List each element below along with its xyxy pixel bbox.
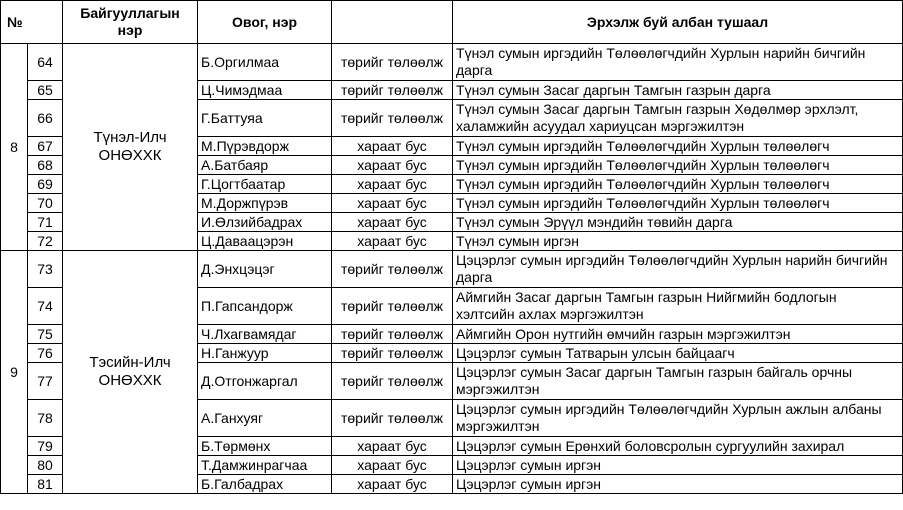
status-cell: хараат бус <box>332 194 453 213</box>
row-number-cell: 68 <box>28 156 63 175</box>
name-cell: Ц.Чимэдмаа <box>198 81 332 100</box>
status-cell: хараат бус <box>332 213 453 232</box>
header-name: Овог, нэр <box>198 1 332 44</box>
row-number-cell: 71 <box>28 213 63 232</box>
status-cell: төрийг төлөөлж <box>332 44 453 81</box>
name-cell: А.Ганхуяг <box>198 400 332 437</box>
name-cell: Н.Ганжуур <box>198 344 332 363</box>
group-number-cell: 8 <box>1 44 28 251</box>
position-cell: Цэцэрлэг сумын Засаг даргын Тамгын газрын байгаль орчны мэргэжилтэн <box>453 363 903 400</box>
row-number-cell: 74 <box>28 288 63 325</box>
position-cell: Түнэл сумын иргэдийн Төлөөлөгчдийн Хурлын нарийн бичгийн дарга <box>453 44 903 81</box>
status-cell: хараат бус <box>332 232 453 251</box>
position-cell: Түнэл сумын иргэдийн Төлөөлөгчдийн Хурлын төлөөлөгч <box>453 137 903 156</box>
row-number-cell: 81 <box>28 475 63 494</box>
row-number-cell: 77 <box>28 363 63 400</box>
position-cell: Цэцэрлэг сумын Татварын улсын байцаагч <box>453 344 903 363</box>
header-organization: Байгууллагын нэр <box>63 1 198 44</box>
status-cell: хараат бус <box>332 175 453 194</box>
status-cell: төрийг төлөөлж <box>332 363 453 400</box>
header-number: № <box>1 1 63 44</box>
organization-cell: Түнэл-Илч ОНӨХХК <box>63 44 198 251</box>
status-cell: хараат бус <box>332 437 453 456</box>
status-cell: төрийг төлөөлж <box>332 81 453 100</box>
name-cell: Г.Цогтбаатар <box>198 175 332 194</box>
name-cell: Б.Оргилмаа <box>198 44 332 81</box>
name-cell: П.Гапсандорж <box>198 288 332 325</box>
position-cell: Цэцэрлэг сумын иргэн <box>453 456 903 475</box>
position-cell: Цэцэрлэг сумын иргэдийн Төлөөлөгчдийн Хурлын ажлын албаны мэргэжилтэн <box>453 400 903 437</box>
position-cell: Түнэл сумын Засаг даргын Тамгын газрын Хөдөлмөр эрхлэлт, халамжийн асуудал хариуцсан мэргэжилтэн <box>453 100 903 137</box>
position-cell: Түнэл сумын иргэн <box>453 232 903 251</box>
name-cell: Ч.Лхагвамядаг <box>198 325 332 344</box>
name-cell: М.Пүрэвдорж <box>198 137 332 156</box>
name-cell: Т.Дамжинрагчаа <box>198 456 332 475</box>
organization-cell: Тэсийн-Илч ОНӨХХК <box>63 251 198 494</box>
header-row <box>1 1 903 44</box>
row-number-cell: 70 <box>28 194 63 213</box>
position-cell: Түнэл сумын иргэдийн Төлөөлөгчдийн Хурлын төлөөлөгч <box>453 156 903 175</box>
status-cell: хараат бус <box>332 156 453 175</box>
row-number-cell: 78 <box>28 400 63 437</box>
header-position: Эрхэлж буй албан тушаал <box>453 1 903 44</box>
status-cell: төрийг төлөөлж <box>332 400 453 437</box>
position-cell: Түнэл сумын иргэдийн Төлөөлөгчдийн Хурлын төлөөлөгч <box>453 194 903 213</box>
status-cell: хараат бус <box>332 137 453 156</box>
status-cell: төрийг төлөөлж <box>332 251 453 288</box>
position-cell: Түнэл сумын Эрүүл мэндийн төвийн дарга <box>453 213 903 232</box>
position-cell: Цэцэрлэг сумын иргэдийн Төлөөлөгчдийн Хурлын нарийн бичгийн дарга <box>453 251 903 288</box>
name-cell: М.Доржпүрэв <box>198 194 332 213</box>
position-cell: Түнэл сумын иргэдийн Төлөөлөгчдийн Хурлын төлөөлөгч <box>453 175 903 194</box>
row-number-cell: 67 <box>28 137 63 156</box>
row-number-cell: 80 <box>28 456 63 475</box>
name-cell: Б.Төрмөнх <box>198 437 332 456</box>
name-cell: А.Батбаяр <box>198 156 332 175</box>
row-number-cell: 76 <box>28 344 63 363</box>
position-cell: Аймгийн Засаг даргын Тамгын газрын Нийгмийн бодлогын хэлтсийн ахлах мэргэжилтэн <box>453 288 903 325</box>
row-number-cell: 72 <box>28 232 63 251</box>
row-number-cell: 73 <box>28 251 63 288</box>
table-body <box>1 44 903 494</box>
name-cell: Ц.Даваацэрэн <box>198 232 332 251</box>
status-cell: хараат бус <box>332 456 453 475</box>
position-cell: Түнэл сумын Засаг даргын Тамгын газрын дарга <box>453 81 903 100</box>
row-number-cell: 79 <box>28 437 63 456</box>
name-cell: Б.Галбадрах <box>198 475 332 494</box>
row-number-cell: 65 <box>28 81 63 100</box>
position-cell: Цэцэрлэг сумын иргэн <box>453 475 903 494</box>
row-number-cell: 64 <box>28 44 63 81</box>
status-cell: төрийг төлөөлж <box>332 344 453 363</box>
status-cell: төрийг төлөөлж <box>332 100 453 137</box>
row-number-cell: 66 <box>28 100 63 137</box>
header-status <box>332 1 453 44</box>
status-cell: хараат бус <box>332 475 453 494</box>
status-cell: төрийг төлөөлж <box>332 325 453 344</box>
position-cell: Цэцэрлэг сумын Ерөнхий боловсролын сургуулийн захирал <box>453 437 903 456</box>
group-number-cell: 9 <box>1 251 28 494</box>
table-row <box>1 251 903 288</box>
position-cell: Аймгийн Орон нутгийн өмчийн газрын мэргэжилтэн <box>453 325 903 344</box>
status-cell: төрийг төлөөлж <box>332 288 453 325</box>
row-number-cell: 75 <box>28 325 63 344</box>
row-number-cell: 69 <box>28 175 63 194</box>
name-cell: Д.Энхцэцэг <box>198 251 332 288</box>
name-cell: Д.Отгонжаргал <box>198 363 332 400</box>
name-cell: Г.Баттуяа <box>198 100 332 137</box>
name-cell: И.Өлзийбадрах <box>198 213 332 232</box>
table-row <box>1 44 903 81</box>
